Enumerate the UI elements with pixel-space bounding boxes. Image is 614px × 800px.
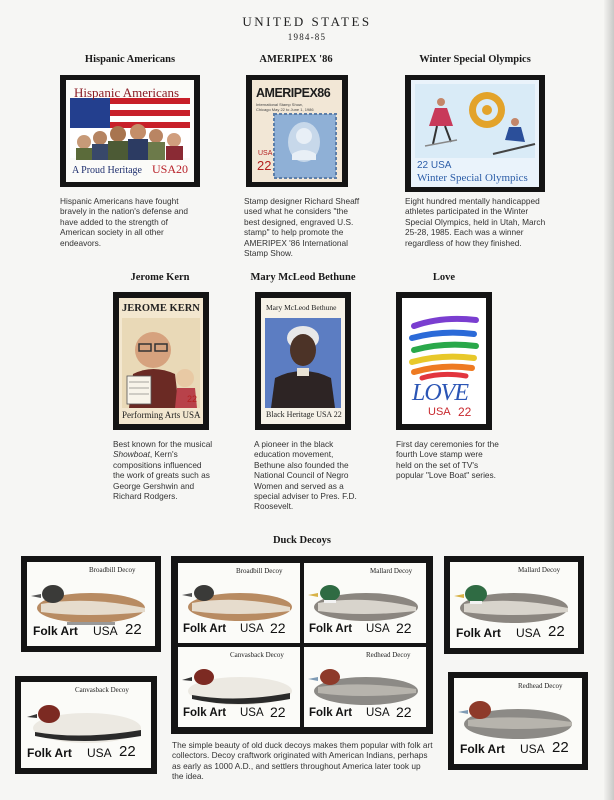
caption-ameripex: AMERIPEX '86 (259, 54, 333, 65)
mount-ameripex (246, 75, 348, 187)
desc-jerome-kern-title: Showboat (113, 449, 150, 460)
mount-hispanic-americans (60, 75, 200, 187)
ameripex-stamp-small-text: International Stamp Show, Chicago May 22 to June 1, 1986 (256, 102, 314, 112)
block-canvasback-usa: USA (240, 707, 264, 719)
mallard-single-value: 22 (548, 623, 565, 640)
stamp-broadbill-single[interactable] (27, 562, 155, 646)
page-edge (604, 0, 614, 800)
block-mallard-usa: USA (366, 623, 390, 635)
caption-winter-special-olympics: Winter Special Olympics (419, 54, 531, 65)
redhead-single-value: 22 (552, 739, 569, 756)
mallard-single-name: Mallard Decoy (518, 566, 561, 574)
block-mallard-name: Mallard Decoy (370, 567, 413, 575)
block-mallard-value: 22 (396, 620, 412, 636)
hispanic-stamp-headline: Hispanic Americans (74, 85, 180, 100)
stamp-hispanic-americans[interactable] (66, 80, 194, 182)
block-redhead-usa: USA (366, 707, 390, 719)
stamp-mallard-single[interactable] (450, 562, 578, 648)
mount-winter-special-olympics (405, 75, 545, 192)
stamp-block-broadbill[interactable] (178, 563, 300, 643)
love-stamp-word: LOVE (412, 380, 468, 406)
canvasback-single-usa: USA (87, 746, 112, 760)
redhead-single-name: Redhead Decoy (518, 682, 563, 690)
block-canvasback-folk-art: Folk Art (183, 707, 227, 719)
canvasback-single-folk-art: Folk Art (27, 746, 72, 760)
mount-redhead-single (448, 672, 588, 770)
mallard-single-folk-art: Folk Art (456, 626, 501, 640)
block-canvasback-name: Canvasback Decoy (230, 651, 284, 659)
mount-love (396, 292, 492, 430)
winter-olympics-stamp-denomination: 22 USA (417, 160, 452, 171)
page-title: UNITED STATES (242, 14, 372, 29)
redhead-single-usa: USA (520, 742, 545, 756)
stamp-bethune[interactable] (261, 298, 345, 424)
bethune-artwork (261, 298, 345, 424)
broadbill-single-usa: USA (93, 624, 118, 638)
canvasback-single-name: Canvasback Decoy (75, 686, 129, 694)
jerome-kern-stamp-value: 22 (187, 394, 198, 404)
stamp-winter-special-olympics[interactable] (411, 80, 539, 187)
desc-bethune: A pioneer in the black education movement, Bethune also founded the National Council of Negro Women and served as a special adviser to Pres. F.D. Roosevelt. (254, 439, 357, 512)
desc-winter-special-olympics: Eight hundred mentally handicapped athletes participated in the Winter Special Olympics, held in Utah, March 25-28, 1985. Each was a winner regardless of how they finished. (405, 196, 546, 248)
love-stamp-value: 22 (458, 405, 472, 419)
desc-duck-decoys: The simple beauty of old duck decoys makes them popular with folk art collectors. Decoy craftwork originated with American Indians, perhaps as early as 1000 A.D., and settlers throughout America later took up the idea. (172, 740, 433, 782)
winter-olympics-stamp-caption: Winter Special Olympics (417, 172, 528, 184)
ameripex-stamp-value: 22 (257, 158, 272, 173)
mount-duck-block (171, 556, 433, 734)
stamp-jerome-kern[interactable] (119, 298, 203, 424)
canvasback-single-value: 22 (119, 743, 136, 760)
desc-hispanic-americans: Hispanic Americans have fought bravely in the nation's defense and have added to the strength of American society in all other endeavors. (60, 196, 188, 248)
hispanic-stamp-denomination: USA20 (152, 162, 189, 176)
broadbill-single-value: 22 (125, 621, 142, 638)
block-redhead-value: 22 (396, 704, 412, 720)
stamp-redhead-single[interactable] (454, 678, 582, 764)
caption-love: Love (432, 272, 456, 283)
bethune-stamp-caption: Black Heritage USA 22 (266, 410, 342, 419)
stamp-block-redhead[interactable] (304, 647, 426, 727)
mount-jerome-kern (113, 292, 209, 430)
stamp-canvasback-single[interactable] (21, 682, 151, 768)
stamp-ameripex[interactable] (252, 80, 342, 182)
block-canvasback-value: 22 (270, 704, 286, 720)
ameripex-stamp-headline: AMERIPEX86 (256, 86, 331, 100)
desc-jerome-kern-post: , Kern's compositions influenced the work of greats such as George Gershwin and Richard Rodgers. (113, 449, 210, 502)
block-redhead-name: Redhead Decoy (366, 651, 411, 659)
block-mallard-folk-art: Folk Art (309, 623, 353, 635)
jerome-kern-stamp-caption: Performing Arts USA (122, 410, 201, 420)
block-broadbill-folk-art: Folk Art (183, 623, 227, 635)
jerome-kern-artwork (119, 298, 203, 424)
stamp-block-mallard[interactable] (304, 563, 426, 643)
mount-mallard-single (444, 556, 584, 654)
caption-mary-mcleod-bethune: Mary McLeod Bethune (250, 272, 356, 283)
caption-hispanic-americans: Hispanic Americans (84, 54, 176, 65)
ameripex-stamp-country: USA (258, 150, 273, 157)
block-redhead-folk-art: Folk Art (309, 707, 353, 719)
redhead-single-folk-art: Folk Art (460, 742, 505, 756)
bethune-stamp-headline: Mary McLeod Bethune (266, 303, 337, 312)
hispanic-stamp-subtitle: A Proud Heritage (72, 165, 142, 176)
page-years: 1984-85 (287, 32, 327, 42)
stamp-block-canvasback[interactable] (178, 647, 300, 727)
caption-duck-decoys: Duck Decoys (272, 535, 332, 546)
stamp-love[interactable] (402, 298, 486, 424)
broadbill-single-name: Broadbill Decoy (89, 566, 136, 574)
block-broadbill-name: Broadbill Decoy (236, 567, 283, 575)
jerome-kern-stamp-headline: JEROME KERN (122, 303, 200, 314)
desc-love: First day ceremonies for the fourth Love stamp were held on the set of TV's popular "Love Boat" series. (396, 439, 499, 481)
broadbill-single-folk-art: Folk Art (33, 624, 78, 638)
desc-jerome-kern-pre: Best known for the musical (113, 439, 213, 449)
mallard-single-usa: USA (516, 626, 541, 640)
love-stamp-country: USA (428, 406, 451, 418)
desc-jerome-kern (113, 439, 213, 501)
desc-ameripex: Stamp designer Richard Sheaff used what he considers "the best designed, engraved U.S. stamp" to help promote the AMERIPEX '86 International Stamp Show. (244, 196, 360, 259)
block-broadbill-usa: USA (240, 623, 264, 635)
block-broadbill-value: 22 (270, 620, 286, 636)
caption-jerome-kern: Jerome Kern (130, 272, 190, 283)
mount-broadbill-single (21, 556, 161, 652)
mount-bethune (255, 292, 351, 430)
mount-canvasback-single (15, 676, 157, 774)
